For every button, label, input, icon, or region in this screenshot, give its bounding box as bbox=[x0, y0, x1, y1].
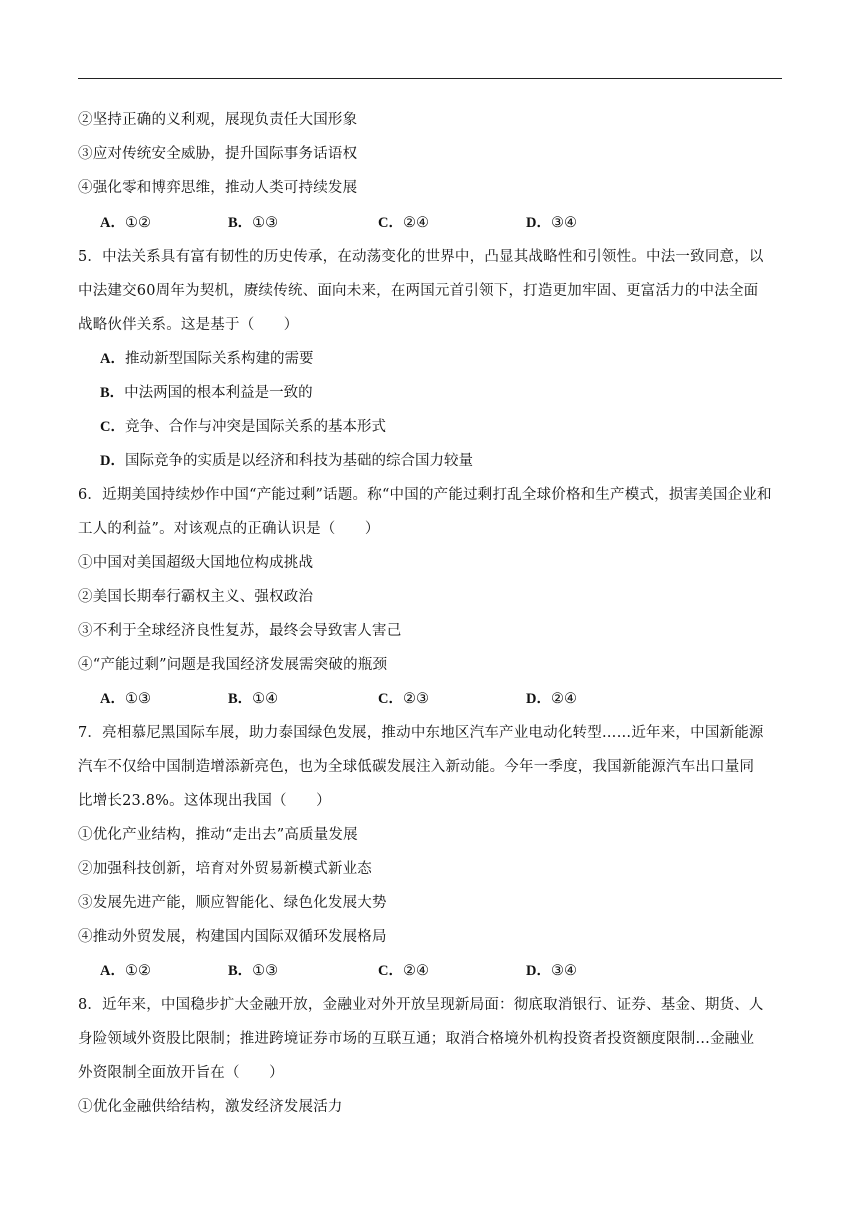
q7-stem-line-2: 汽车不仅给中国制造增添新亮色，也为全球低碳发展注入新动能。今年一季度，我国新能源汽车出口量同 bbox=[78, 759, 755, 775]
q5-stem-line-1: 5．中法关系具有富有韧性的历史传承，在动荡变化的世界中，凸显其战略性和引领性。中法一致同意，以 bbox=[78, 249, 764, 265]
q8-stem-line-2: 身险领域外资股比限制；推进跨境证券市场的互联互通；取消合格境外机构投资者投资额度限制…金融业 bbox=[78, 1031, 755, 1047]
q5-stem-line-2: 中法建交60周年为契机，赓续传统、面向未来，在两国元首引领下，打造更加牢固、更富活力的中法全面 bbox=[78, 283, 759, 299]
q7-option-a[interactable]: A．①② bbox=[100, 963, 151, 979]
q5-option-d[interactable]: D．国际竞争的实质是以经济和科技为基础的综合国力较量 bbox=[100, 453, 473, 469]
q7-option-d[interactable]: D．③④ bbox=[526, 963, 577, 979]
q4-item-2: ②坚持正确的义利观，展现负责任大国形象 bbox=[78, 112, 358, 128]
q8-item-1: ①优化金融供给结构，激发经济发展活力 bbox=[78, 1099, 343, 1115]
q7-item-4: ④推动外贸发展，构建国内国际双循环发展格局 bbox=[78, 929, 387, 945]
q6-item-1: ①中国对美国超级大国地位构成挑战 bbox=[78, 555, 314, 571]
q7-item-3: ③发展先进产能，顺应智能化、绿色化发展大势 bbox=[78, 895, 387, 911]
q7-item-2: ②加强科技创新，培育对外贸易新模式新业态 bbox=[78, 861, 372, 877]
q7-option-b[interactable]: B．①③ bbox=[228, 963, 279, 979]
q4-option-b[interactable]: B．①③ bbox=[228, 215, 279, 231]
q6-option-d[interactable]: D．②④ bbox=[526, 691, 577, 707]
q4-option-a[interactable]: A．①② bbox=[100, 215, 151, 231]
q5-option-b[interactable]: B．中法两国的根本利益是一致的 bbox=[100, 385, 313, 401]
q6-option-a[interactable]: A．①③ bbox=[100, 691, 151, 707]
q5-stem-line-3: 战略伙伴关系。这是基于（ ） bbox=[78, 317, 299, 333]
q6-item-3: ③不利于全球经济良性复苏，最终会导致害人害己 bbox=[78, 623, 402, 639]
q6-option-c[interactable]: C．②③ bbox=[378, 691, 429, 707]
q8-stem-line-1: 8．近年来，中国稳步扩大金融开放，金融业对外开放呈现新局面：彻底取消银行、证券、基金、期货、人 bbox=[78, 997, 764, 1013]
q6-item-2: ②美国长期奉行霸权主义、强权政治 bbox=[78, 589, 314, 605]
header-rule bbox=[78, 78, 782, 79]
q7-stem-line-1: 7．亮相慕尼黑国际车展，助力泰国绿色发展，推动中东地区汽车产业电动化转型……近年来，中国新能源 bbox=[78, 725, 764, 741]
q6-stem-line-1: 6．近期美国持续炒作中国“产能过剩”话题。称“中国的产能过剩打乱全球价格和生产模式，损害美国企业和 bbox=[78, 487, 772, 503]
q7-item-1: ①优化产业结构，推动“走出去”高质量发展 bbox=[78, 827, 358, 843]
q4-item-3: ③应对传统安全威胁，提升国际事务话语权 bbox=[78, 146, 358, 162]
q6-item-4: ④“产能过剩”问题是我国经济发展需突破的瓶颈 bbox=[78, 657, 388, 673]
q5-option-c[interactable]: C．竞争、合作与冲突是国际关系的基本形式 bbox=[100, 419, 386, 435]
q8-stem-line-3: 外资限制全面放开旨在（ ） bbox=[78, 1065, 284, 1081]
q4-item-4: ④强化零和博弈思维，推动人类可持续发展 bbox=[78, 180, 358, 196]
q7-stem-line-3: 比增长23.8%。这体现出我国（ ） bbox=[78, 793, 331, 809]
q4-option-d[interactable]: D．③④ bbox=[526, 215, 577, 231]
q7-option-c[interactable]: C．②④ bbox=[378, 963, 429, 979]
q4-option-c[interactable]: C．②④ bbox=[378, 215, 429, 231]
q5-option-a[interactable]: A．推动新型国际关系构建的需要 bbox=[100, 351, 314, 367]
q6-option-b[interactable]: B．①④ bbox=[228, 691, 279, 707]
q6-stem-line-2: 工人的利益”。对该观点的正确认识是（ ） bbox=[78, 521, 380, 537]
